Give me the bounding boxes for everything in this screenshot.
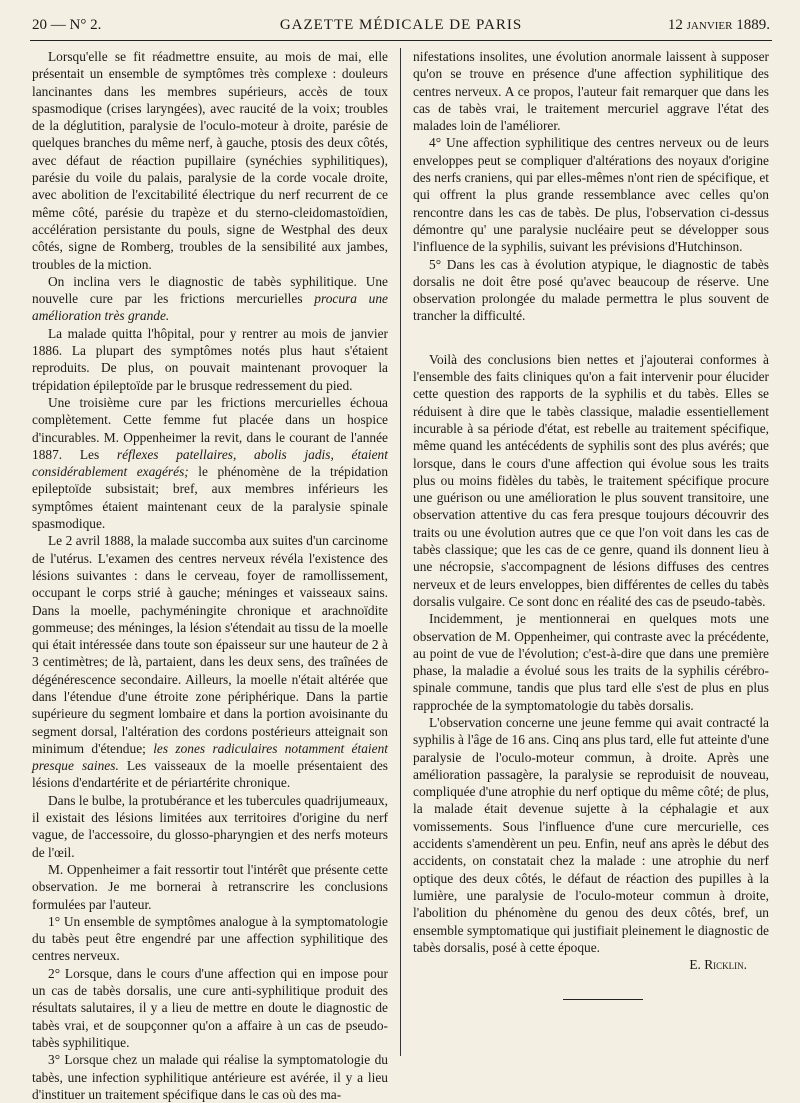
paragraph [32, 273, 388, 325]
paragraph: Incidemment, je mentionnerai en quelques mots une observation de M. Oppenheimer, qui contraste avec la précédente, au point de vue de l'évolution; c'est-à-dire que dans une première phase, la maladie a évolué sous les traits de la syphilis cérébro-spinale commune, tandis que plus tard elle s'est de plus en plus rapprochée de la symptomatologie du tabès dorsalis. [413, 611, 769, 713]
header-rule [30, 40, 772, 41]
italic-phrase: réflexes patellaires, abolis jadis, étaient considérablement exagérés; [32, 446, 388, 480]
column-divider [400, 48, 401, 1056]
paragraph: 2° Lorsque, dans le cours d'une affection qui en impose pour un cas de tabès dorsalis, une cure anti-syphilitique produit des résultats salutaires, il y a lieu de mettre en doute le diagnostic de tabès vrai, et de soupçonner qu'on a affaire à un cas de pseudo-tabès syphilitique. [32, 965, 388, 1050]
paragraph [32, 532, 388, 791]
italic-phrase: les zones radiculaires notamment étaient presque saines. [32, 740, 388, 774]
paragraph-text: le phénomène de la trépidation epileptoïde subsistait; bref, aux membres inférieurs les symptômes étaient maintenant ceux de la paralysie spinale spasmodique. [32, 464, 389, 532]
paragraph-text: Le 2 avril 1888, la malade succomba aux suites d'un carcinome de l'utérus. L'examen des centres nerveux révéla l'existence des lésions suivantes : dans le cerveau, foyer de ramollissement, occupant le corps strié à gauche; méninges et vaisseaux sains. Dans la moelle, pachyméningite chronique et arachnoïdite gommeuse; des méninges, la lésion s'étendait au tissu de la moelle qui était intéressée dans toute son épaisseur sur une hauteur de 2 à 3 centimètres; de là, partaient, dans les deux sens, des traînées de dégénérescence secondaire. Ailleurs, la moelle n'était altérée que dans l'étendue d'une étroite zone périphérique. Dans la partie supérieure du segment lombaire et dans la portion avoisinante du segment dorsal, l'altération des cordons postérieurs atteignait son minimum d'étendue; [32, 533, 388, 756]
paragraph-text: Les vaisseaux de la moelle présentaient des lésions d'endartérite et de périartérite chronique. [32, 758, 388, 791]
left-column [32, 48, 388, 1103]
paragraph: La malade quitta l'hôpital, pour y rentrer au mois de janvier 1886. La plupart des symptômes notés plus haut s'étaient reproduits. De plus, on pouvait maintenant provoquer la trépidation épileptoïde par le brusque redressement du pied. [32, 325, 388, 393]
paragraph: Lorsqu'elle se fit réadmettre ensuite, au mois de mai, elle présentait un ensemble de symptômes très complexe : douleurs lancinantes dans les membres supérieurs, accès de toux spasmodique (crises laryngées), avec raucité de la voix; troubles de la déglutition, paralysie de l'oculo-moteur à droite, parésie de quelques branches du même nerf, à gauche, ptosis des deux côtés, avec défaut de réaction pupillaire (synéchies syphilitiques), parésie du voile du palais, paralysie de la corde vocale droite, avec abolition de l'excitabilité électrique du nerf recurrent de ce même côté, parésie du trapèze et du sterno-cleidomastoïdien, accélération persistante du pouls, signe de Westphal des deux côtés, signe de Romberg, troubles de la sensibilité aux jambes, troubles de la miction. [32, 49, 388, 272]
author-signature: E. Ricklin. [689, 957, 747, 973]
end-rule [563, 999, 643, 1000]
right-column-body [413, 48, 769, 956]
paragraph-text: On inclina vers le diagnostic de tabès syphilitique. Une nouvelle cure par les frictions mercurielles [32, 273, 388, 307]
journal-title: GAZETTE MÉDICALE DE PARIS [279, 17, 523, 33]
paragraph: 4° Une affection syphilitique des centres nerveux ou de leurs enveloppes peut se compliquer d'altérations des noyaux d'origine des nerfs craniens, qui par elles-mêmes n'ont rien de spécifique, et qui offrent la plus grande ressemblance avec celles qu'on rencontre dans les cas de tabès. De plus, l'observation ci-dessus démontre qu' une paralysie nucléaire peut se développer sous l'influence de la syphilis, suivant les prévisions d'Hutchinson. [413, 135, 769, 255]
page-number: 20 — N° 2. [32, 17, 102, 33]
issue-date: 12 janvier 1889. [667, 17, 770, 33]
paragraph: 3° Lorsque chez un malade qui réalise la symptomatologie du tabès, une infection syphilitique antérieure est avérée, il y a lieu d'instituer un traitement spécifique dans le cas où des ma- [32, 1052, 388, 1102]
paragraph-text: Une troisième cure par les frictions mercurielles échoua complètement. Cette femme fut placée dans un hospice d'incurables. M. Oppenheimer la revit, dans le courant de l'année 1887. Les [32, 394, 388, 462]
paragraph: 1° Un ensemble de symptômes analogue à la symptomatologie du tabès peut être engendré par une affection syphilitique des centres nerveux. [32, 913, 388, 964]
paragraph: 5° Dans les cas à évolution atypique, le diagnostic de tabès dorsalis ne doit être posé qu'avec beaucoup de réserve. Une observation prolongée du malade permettra le plus souvent de trancher la difficulté. [413, 256, 769, 324]
paragraph: Voilà des conclusions bien nettes et j'ajouterai conformes à l'ensemble des faits cliniques qu'on a fait intervenir pour élucider cette question des rapports de la syphilis et du tabès. Elles se réduisent à dire que le tabès classique, maladie essentiellement incurable à sa période d'état, est rebelle au traitement spécifique, même quand les antécédents de syphilis sont des plus avérés; que lorsque, dans le cours d'une affection qui évolue sous les traits plus ou moins fidèles du tabès, le traitement spécifique procure une guérison ou une amélioration le plus souvent transitoire, une observation attentive du cas fera presque toujours découvrir des traits ou une évolution autres que ce que l'on voit dans les cas de tabès classique; que les cas de ce genre, quand ils donnent lieu à une nécropsie, s'accompagnent de lésions diffuses des centres nerveux et de leurs enveloppes, bien différentes de celles du tabès dorsalis vulgaire. Ce sont donc en réalité des cas de pseudo-tabès. [413, 351, 769, 609]
page-header [32, 17, 770, 39]
paragraph [32, 394, 388, 532]
paragraph: M. Oppenheimer a fait ressortir tout l'intérêt que présente cette observation. Je me bornerai à retranscrire les conclusions formulées par l'auteur. [32, 861, 388, 912]
paragraph: Dans le bulbe, la protubérance et les tubercules quadrijumeaux, il existait des lésions limitées aux territoires d'origine du nerf vague, de l'accessoire, du glosso-pharyngien et des nerfs moteurs de l'œil. [32, 792, 388, 860]
italic-phrase: procura une amélioration très grande. [32, 291, 388, 324]
paragraph: L'observation concerne une jeune femme qui avait contracté la syphilis à l'âge de 16 ans. Cinq ans plus tard, elle fut atteinte d'une paralysie de l'oculo-moteur commun, à droite. Après une amélioration passagère, la paralysie se reproduisit de nouveau, compliquée d'une atrophie du nerf optique du même côté; de plus, la malade était devenue sujette à la céphalagie et aux vomissements. Sous l'influence d'une cure mercurielle, ces accidents s'amendèrent un peu. Enfin, neuf ans après le début des accidents, on constatait chez la malade : une atrophie du nerf optique des deux côtés, le défaut de réaction des pupilles à la lumière, une paralysie de l'oculo-moteur commun à droite, l'abolition du phénomène du genou des deux côtés, bref, un ensemble symptomatique qui justifiait pleinement le diagnostic de tabès dorsalis, posé à cette époque. [413, 714, 769, 955]
paragraph: nifestations insolites, une évolution anormale laissent à supposer qu'on se trouve en présence d'une affection syphilitique des centres nerveux. A ce propos, l'auteur fait remarquer que dans les cas de tabès vrai, le traitement mercuriel aggrave l'état des malades loin de l'améliorer. [413, 49, 769, 134]
right-column [413, 48, 769, 1000]
